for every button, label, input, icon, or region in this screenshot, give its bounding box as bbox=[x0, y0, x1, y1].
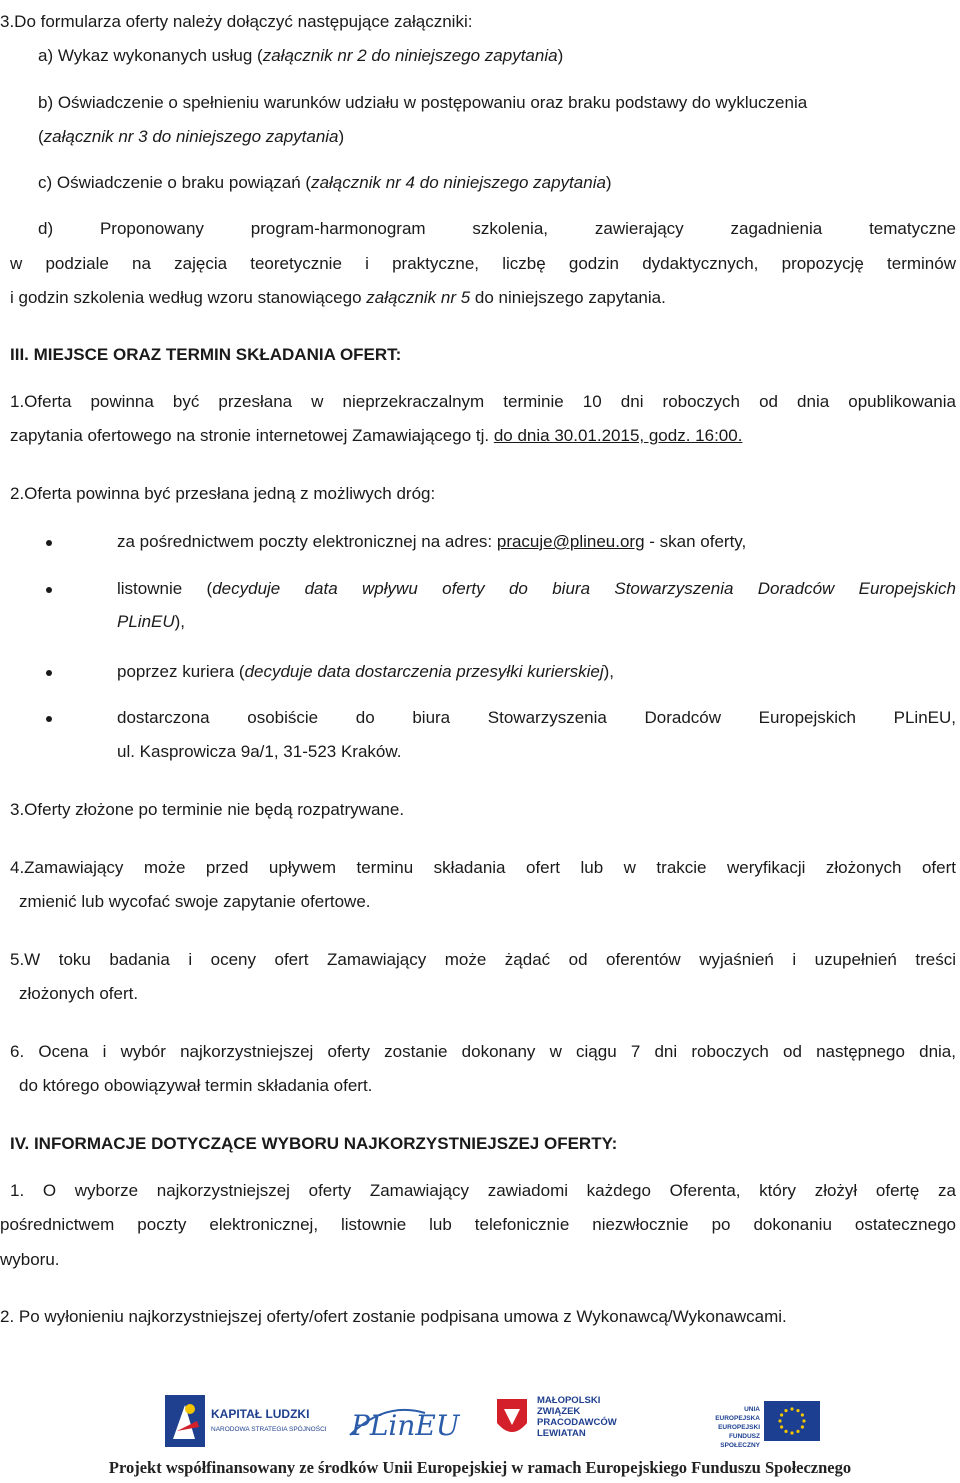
delivery-personal-line1: dostarczona osobiście do biura Stowarzyszenia Doradców Europejskich PLinEU, bbox=[117, 708, 956, 727]
delivery-post-note-end: PLinEU bbox=[117, 612, 175, 631]
delivery-courier-close: ), bbox=[603, 662, 615, 681]
delivery-email bbox=[117, 532, 746, 552]
section-iv-p2: 2. Po wyłonieniu najkorzystniejszej oferty/ofert zostanie podpisana umowa z Wykonawcą/Wykonawcami. bbox=[0, 1307, 787, 1326]
section-iii-p6-line1: 6. Ocena i wybór najkorzystniejszej oferty zostanie dokonany w ciągu 7 dni roboczych od następnego dnia, bbox=[10, 1042, 956, 1061]
section-iii-p2-heading: 2.Oferta powinna być przesłana jedną z możliwych dróg: bbox=[10, 484, 436, 503]
eu-star-icon bbox=[801, 1413, 804, 1416]
section-iv-p1-line1: 1. O wyborze najkorzystniejszej oferty Zamawiający zawiadomi każdego Oferenta, który złożył ofertę za bbox=[10, 1181, 956, 1200]
footer-funding-note: Projekt współfinansowany ze środków Unii Europejskiej w ramach Europejskiego Funduszu Społecznego bbox=[108, 1458, 852, 1477]
section-iii-p5-line2: złożonych ofert. bbox=[19, 984, 139, 1003]
eu-line: UNIA EUROPEJSKA bbox=[715, 1406, 760, 1422]
eu-star-icon bbox=[778, 1419, 781, 1422]
section-iii-p1-line2 bbox=[10, 426, 742, 446]
delivery-email-text: za pośrednictwem poczty elektronicznej na adres: bbox=[117, 532, 497, 551]
section-iv-p1-line2: pośrednictwem poczty elektronicznej, listownie lub telefonicznie niezwłocznie po dokonaniu ostatecznego bbox=[0, 1215, 956, 1234]
attachment-a bbox=[38, 46, 563, 66]
attachment-d-text: i godzin szkolenia według wzoru stanowiącego bbox=[10, 288, 367, 307]
delivery-post-text: listownie ( bbox=[117, 579, 213, 598]
attachment-b-ref: załącznik nr 3 do niniejszego zapytania bbox=[43, 127, 339, 146]
attachments-heading: 3.Do formularza oferty należy dołączyć następujące załączniki: bbox=[0, 12, 473, 31]
malopolski-shield-icon bbox=[495, 1397, 529, 1441]
section-iii-p3: 3.Oferty złożone po terminie nie będą rozpatrywane. bbox=[10, 800, 405, 819]
plineu-wordmark: PLinEU bbox=[351, 1409, 460, 1442]
eu-logo bbox=[700, 1393, 820, 1449]
attachment-a-ref: załącznik nr 2 do niniejszego zapytania bbox=[262, 46, 558, 65]
delivery-courier bbox=[117, 662, 614, 682]
deadline-text: zapytania ofertowego na stronie internetowej Zamawiającego tj. bbox=[10, 426, 494, 445]
bullet-icon bbox=[46, 587, 52, 593]
malopolski-line: LEWIATAN bbox=[537, 1428, 586, 1439]
eu-star-icon bbox=[802, 1419, 805, 1422]
section-iii-heading: III. MIEJSCE ORAZ TERMIN SKŁADANIA OFERT: bbox=[10, 345, 402, 364]
eu-line: FUNDUSZ SPOŁECZNY bbox=[720, 1433, 760, 1449]
kapital-ludzki-subtitle: NARODOWA STRATEGIA SPÓJNOŚCI bbox=[211, 1426, 327, 1433]
eu-flag-icon bbox=[764, 1401, 820, 1441]
malopolski-text bbox=[537, 1395, 617, 1439]
attachment-b-close: ) bbox=[338, 127, 345, 146]
attachment-b-line2 bbox=[38, 127, 344, 147]
section-iv-p1-line3: wyboru. bbox=[0, 1250, 60, 1269]
bullet-icon bbox=[46, 670, 52, 676]
attachment-d-line1: d) Proponowany program-harmonogram szkolenia, zawierający zagadnienia tematyczne bbox=[38, 219, 956, 238]
eu-line: EUROPEJSKI bbox=[718, 1424, 760, 1431]
deadline-date: do dnia 30.01.2015, godz. 16:00. bbox=[493, 426, 743, 445]
delivery-post-line1 bbox=[117, 579, 956, 599]
kapital-ludzki-title: KAPITAŁ LUDZKI bbox=[211, 1407, 310, 1421]
attachment-c-close: ) bbox=[605, 173, 612, 192]
section-iv-heading: IV. INFORMACJE DOTYCZĄCE WYBORU NAJKORZYSTNIEJSZEJ OFERTY: bbox=[10, 1134, 618, 1153]
attachment-a-close: ) bbox=[557, 46, 564, 65]
bullet-icon bbox=[46, 716, 52, 722]
delivery-post-close: ), bbox=[174, 612, 186, 631]
attachment-c bbox=[38, 173, 612, 193]
section-iii-p1-line1: 1.Oferta powinna być przesłana w nieprzekraczalnym terminie 10 dni roboczych od dnia opublikowania bbox=[10, 392, 956, 411]
attachment-d-end: do niniejszego zapytania. bbox=[470, 288, 666, 307]
attachment-d-line3 bbox=[10, 288, 666, 308]
eu-star-icon bbox=[796, 1430, 799, 1433]
kapital-ludzki-emblem-icon bbox=[165, 1395, 205, 1447]
eu-star-icon bbox=[780, 1413, 783, 1416]
bullet-icon bbox=[46, 540, 52, 546]
attachment-b-open: ( bbox=[38, 127, 44, 146]
section-iii-p6-line2: do którego obowiązywał termin składania ofert. bbox=[19, 1076, 373, 1095]
eu-star-icon bbox=[784, 1430, 787, 1433]
section-iii-p5-line1: 5.W toku badania i oceny ofert Zamawiający może żądać od oferentów wyjaśnień i uzupełnień treści bbox=[10, 950, 956, 969]
delivery-post-line2 bbox=[117, 612, 185, 632]
attachment-b-line1: b) Oświadczenie o spełnieniu warunków udziału w postępowaniu oraz braku podstawy do wykluczenia bbox=[38, 93, 808, 112]
section-iii-p4-line1: 4.Zamawiający może przed upływem terminu składania ofert lub w trakcie weryfikacji złożonych ofert bbox=[10, 858, 956, 877]
eu-text bbox=[700, 1405, 760, 1450]
eu-star-icon bbox=[790, 1407, 793, 1410]
eu-star-icon bbox=[790, 1431, 793, 1434]
delivery-post-note: decyduje data wpływu oferty do biura Stowarzyszenia Doradców Europejskich bbox=[212, 579, 956, 598]
eu-star-icon bbox=[780, 1425, 783, 1428]
malopolski-logo bbox=[495, 1393, 635, 1449]
eu-star-icon bbox=[784, 1409, 787, 1412]
delivery-courier-text: poprzez kuriera ( bbox=[117, 662, 245, 681]
malopolski-line: ZWIĄZEK bbox=[537, 1406, 581, 1417]
delivery-personal-line2: ul. Kasprowicza 9a/1, 31-523 Kraków. bbox=[117, 742, 402, 761]
eu-star-icon bbox=[801, 1425, 804, 1428]
email-link[interactable]: pracuje@plineu.org bbox=[496, 532, 645, 551]
kapital-ludzki-logo bbox=[165, 1393, 330, 1449]
plineu-logo bbox=[345, 1393, 465, 1449]
delivery-courier-note: decyduje data dostarczenia przesyłki kurierskiej bbox=[244, 662, 604, 681]
attachment-a-text: a) Wykaz wykonanych usług ( bbox=[38, 46, 263, 65]
delivery-email-suffix: - skan oferty, bbox=[644, 532, 747, 551]
attachment-c-text: c) Oświadczenie o braku powiązań ( bbox=[38, 173, 312, 192]
malopolski-line: MAŁOPOLSKI bbox=[537, 1395, 601, 1406]
attachment-d-line2: w podziale na zajęcia teoretycznie i praktyczne, liczbę godzin dydaktycznych, propozycję terminów bbox=[10, 254, 956, 273]
eu-star-icon bbox=[796, 1409, 799, 1412]
attachment-d-ref: załącznik nr 5 bbox=[366, 288, 471, 307]
section-iii-p4-line2: zmienić lub wycofać swoje zapytanie ofertowe. bbox=[19, 892, 371, 911]
malopolski-line: PRACODAWCÓW bbox=[537, 1417, 617, 1428]
attachment-c-ref: załącznik nr 4 do niniejszego zapytania bbox=[311, 173, 606, 192]
